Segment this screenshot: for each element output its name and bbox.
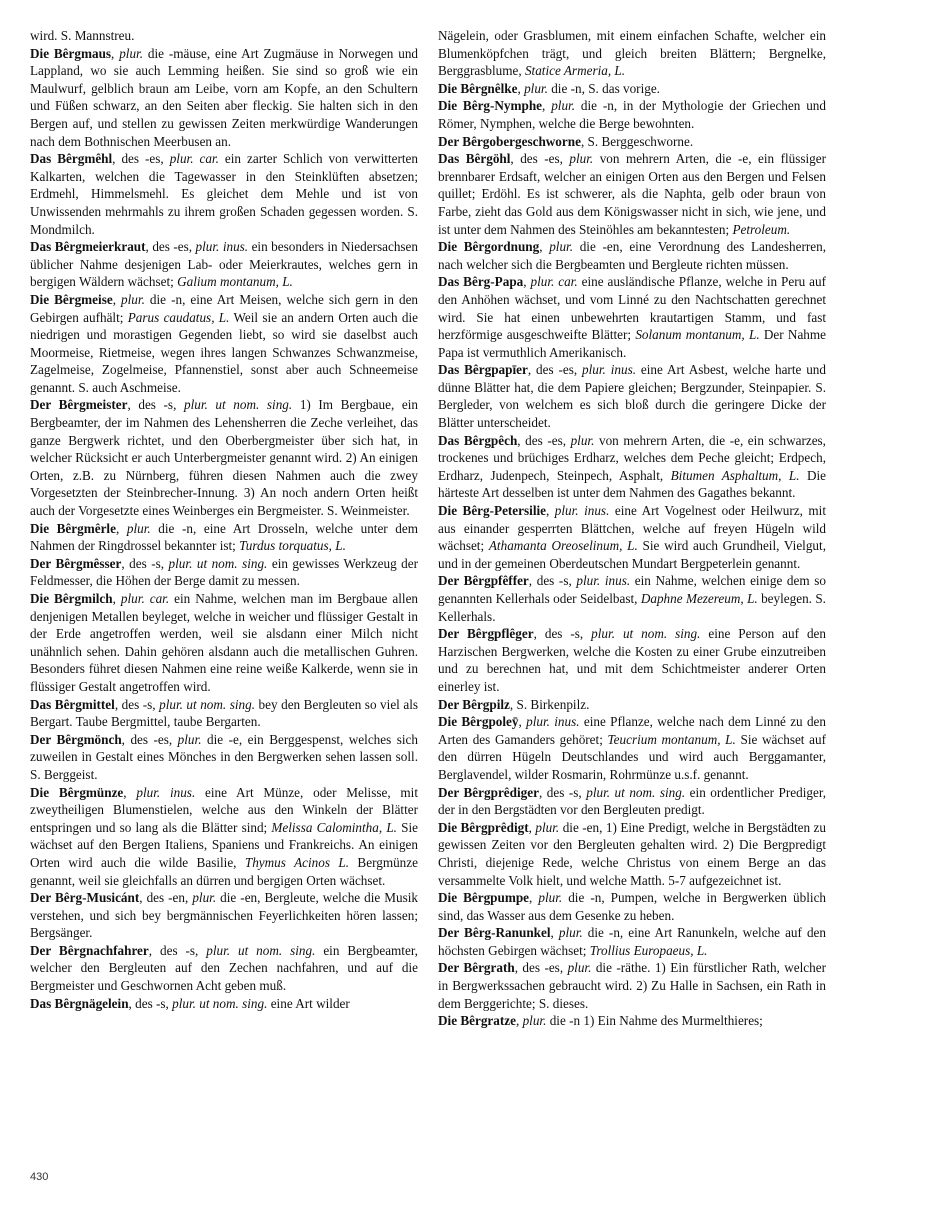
italic-term: plur.: [570, 432, 595, 448]
entry-text: die -n, eine Art Ranunkeln, welche auf den höchsten Gebirgen wächset;: [438, 925, 827, 958]
dictionary-entry: [438, 238, 826, 273]
italic-term: plur. ut nom. sing.: [172, 995, 268, 1011]
headword: Die Bêrgmêrle: [30, 520, 116, 536]
italic-term: plur.: [522, 1013, 547, 1029]
italic-term: plur. car.: [530, 274, 578, 290]
dictionary-entry: [438, 713, 826, 783]
entry-text: ,: [528, 819, 536, 835]
headword: Die Bêrg-Nymphe: [438, 98, 543, 114]
dictionary-entry: [438, 924, 826, 959]
dictionary-entry: [438, 361, 826, 431]
italic-term: plur.: [569, 151, 594, 167]
dictionary-entry: [438, 959, 826, 1012]
entry-text: eine Art Vogelnest oder Heilwurz, mit aus einander gesperrten Blättchen, welche auf freyen Hügeln wild wächset;: [438, 503, 826, 554]
italic-term: plur.: [177, 731, 202, 747]
entry-text: , des -s,: [533, 626, 592, 642]
dictionary-entry: [438, 133, 826, 151]
italic-term: plur. inus.: [195, 239, 249, 255]
entry-text: ein Bergbeamter, welcher den Bergleuten auf den Zechen nachfahren, und auf die Bergmeister und Geschwornen Acht geben muß.: [30, 942, 418, 994]
dictionary-entry: [30, 555, 418, 590]
entry-text: die -n, eine Art Drosseln, welche unter dem Nahmen der Ringdrossel bekannter ist;: [30, 520, 419, 554]
italic-term: plur.: [535, 819, 560, 835]
headword: Der Bêrgmönch: [30, 731, 122, 747]
entry-text: , des -s,: [538, 784, 587, 800]
dictionary-entry: [30, 995, 418, 1013]
italic-term: Bitumen Asphaltum, L.: [670, 467, 800, 483]
entry-text: Bergmünze genannt, weil sie gleichfalls an dürren und bergigen Orten wächset.: [30, 854, 418, 888]
headword: Die Bêrgordnung: [438, 239, 540, 255]
dictionary-entry: [438, 784, 826, 819]
entry-text: , des -s,: [528, 573, 577, 589]
italic-term: Thymus Acinos L.: [244, 854, 350, 870]
dictionary-entry: [438, 819, 826, 889]
dictionary-entry: [438, 80, 826, 98]
headword: Das Bêrgpêch: [438, 432, 518, 448]
headword: Die Bêrgpumpe: [438, 890, 530, 906]
italic-term: plur. ut nom. sing.: [159, 696, 256, 712]
entry-text: die -n, in der Mythologie der Griechen und Römer, Nymphen, welche die Berge bewohnten.: [438, 98, 826, 131]
italic-term: plur.: [192, 890, 217, 906]
headword: Das Bêrgpapīer: [438, 362, 528, 378]
italic-term: plur. inus.: [136, 784, 196, 800]
entry-text: eine Art wilder: [267, 995, 350, 1011]
entry-text: die -mäuse, eine Art Zugmäuse in Norwegen und Lappland, wo sie auch Lemming heißen. Sie sind so groß wie ein Maulwurf, gelblich braun am Leibe, vorn am Kopfe, an den Schultern und Füßen schwarz, an den Seiten aber fleckig. Sie halten sich in den Bergen auf, und stellen zu gewissen Zeiten merkwürdige Wanderungen nach dem Bothnischen Meerbusen an.: [30, 45, 419, 149]
entry-text: die -en, 1) Eine Predigt, welche in Bergstädten zu gewissen Zeiten vor den Bergleuten gehalten wird. 2) Die Bergpredigt Christi, diejenige Rede, welche Christus von einem Berge an das versammelte Volk hielt, und welche Matth. 5-7 aufgezeichnet ist.: [438, 819, 826, 888]
italic-term: Turdus torquatus, L.: [239, 538, 346, 554]
italic-term: plur. inus.: [582, 362, 636, 378]
dictionary-entry: [30, 396, 418, 519]
headword: Das Bêrgöhl: [438, 151, 511, 167]
entry-text: die -n, S. das vorige.: [547, 80, 660, 96]
italic-term: plur. ut nom. sing.: [206, 942, 316, 958]
entry-text: ein ordentlicher Prediger, der in den Bergstädten vor den Bergleuten predigt.: [438, 784, 826, 818]
italic-term: plur.: [119, 45, 144, 61]
left-column: [30, 27, 418, 1012]
headword: Die Bêrgprêdigt: [438, 819, 529, 835]
entry-text: , des -s,: [114, 696, 160, 712]
entry-text: ,: [517, 80, 525, 96]
entry-text: von mehrern Arten, die -e, ein schwarzes, trockenes und brüchiges Erdharz, welches dem Peche gleicht; Erdpech, Erdharz, Judenpech, Steinpech, Asphalt,: [438, 432, 826, 483]
entry-text: ,: [112, 291, 122, 307]
italic-term: Trollius Europaeus, L.: [589, 942, 708, 958]
italic-term: Melissa Calomintha, L.: [271, 819, 397, 835]
dictionary-entry: [30, 238, 418, 291]
entry-text: eine Art Asbest, welche harte und dünne Blätter hat, die dem Papiere gleichen; Bergzunder, Steinpapier. S. Bergleder, von welchem es sich bloß durch die geringere Dicke der Blätter unterscheidet.: [438, 362, 826, 431]
italic-term: plur. ut nom. sing.: [168, 555, 268, 571]
headword: Die Bêrgmeise: [30, 291, 113, 307]
entry-text: die -n, eine Art Meisen, welche sich gern in den Gebirgen aufhält;: [30, 291, 419, 325]
entry-text: ein gewisses Werkzeug der Feldmesser, die Höhen der Berge damit zu messen.: [30, 555, 419, 589]
headword: Der Bêrgmeister: [30, 397, 128, 413]
entry-text: , des -es,: [514, 960, 568, 976]
entry-text: eine Person auf den Harzischen Bergwerken, welche die Kosten zu einer Grube einzutreiben und zu berechnen hat, und mit dem Schichtmeister anderer Orten einerley ist.: [438, 626, 826, 694]
entry-text: Die härteste Art desselben ist unter dem Nahmen des Gagathes bekannt.: [438, 467, 826, 501]
headword: Die Bêrgpoleȳ: [438, 714, 519, 730]
headword: Die Bêrgratze: [438, 1013, 516, 1029]
entry-text: ,: [546, 503, 555, 519]
entry-text: , des -s,: [127, 397, 184, 413]
italic-term: plur.: [524, 80, 548, 96]
italic-term: Statice Armeria, L.: [524, 63, 626, 79]
headword: Der Bêrg-Ranunkel: [438, 925, 551, 941]
headword: Die Bêrgnêlke: [438, 80, 518, 96]
entry-text: 1) Im Bergbaue, ein Bergbeamter, der im Nahmen des Lehensherren die Zeche verleihet, das ganze Bergwerk richtet, und den Oberbergmeister über sich hat, in welcher Rücksicht er auch Unterbergmeister genannt wird. 2) An einigen Orten, z.B. zu Nürnberg, führen diesen Nahmen auch die zwey Vorgesetzten der Steinbrecher-Innung. 3) An noch andern Orten heißt auch der Vorgesetzte eines Weinberges ein Bergmeister. S. Weinmeister.: [30, 397, 418, 519]
headword: Der Bêrgobergeschworne: [438, 133, 581, 149]
entry-text: Nägelein, oder Grasblumen, mit einem einfachen Schafte, welcher ein Blumenköpfchen trägt, und gleich breiten Blättern; Bergnelke, Berggrasblume,: [438, 28, 826, 79]
entry-text: die -n, Pumpen, welche in Bergwerken üblich sind, das Wasser aus dem Gesenke zu heben.: [438, 890, 827, 923]
headword: Der Bêrgmêsser: [30, 555, 122, 571]
entry-text: , des -s,: [128, 995, 173, 1011]
entry-text: ,: [542, 98, 552, 114]
dictionary-entry: [438, 273, 826, 361]
entry-text: beylegen. S. Kellerhals.: [438, 591, 826, 624]
entry-text: von mehrern Arten, die -e, ein flüssiger brennbarer Erdsaft, welcher an einigen Orten aus den Bergen und Felsen quillet; Erdöhl. Es ist schwerer, als die Naphta, gelb oder braun von Farbe, zieht das Gold aus dem Königswasser nicht in sich, wie jene, und ist unter dem Nahmen des Steinöhles am bekanntesten;: [438, 151, 826, 237]
italic-term: Parus caudatus, L.: [127, 309, 230, 325]
italic-term: Galium montanum, L.: [177, 274, 293, 290]
italic-term: plur. car.: [169, 151, 219, 167]
italic-term: Teucrium montanum, L.: [607, 731, 736, 747]
entry-text: ,: [529, 890, 539, 906]
headword: Das Bêrgnägelein: [30, 995, 129, 1011]
entry-text: , des -s,: [121, 555, 169, 571]
headword: Der Bêrg-Musicánt: [30, 890, 140, 906]
dictionary-entry: [438, 625, 826, 695]
entry-text: die -en, eine Verordnung des Landesherren, nach welcher sich die Bergbeamten und Bergleute richten müssen.: [438, 239, 826, 272]
headword: Der Bêrgpilz: [438, 696, 510, 712]
entry-text: Sie wird auch Grundheil, Vielgut, und in der gemeinen Oberdeutschen Mundart Bergpeterlein genannt.: [438, 538, 826, 571]
entry-text: Sie wächset auf den Bergen Italiens, Spaniens und Frankreichs. An einigen Orten wird auch die wilde Basilie,: [30, 819, 418, 870]
entry-text: , des -es,: [112, 151, 170, 167]
italic-term: plur.: [567, 960, 592, 976]
headword: Der Bêrgrath: [438, 960, 515, 976]
italic-term: plur.: [558, 925, 583, 941]
dictionary-entry: [438, 97, 826, 132]
headword: Das Bêrg-Papa: [438, 274, 524, 290]
dictionary-entry: [30, 520, 418, 555]
entry-text: wird. S. Mannstreu.: [30, 28, 135, 43]
entry-text: eine ausländische Pflanze, welche in Peru auf den Anhöhen wächset, und vom Linné zu den Nachtschatten gerechnet wird. Sie hat einen unbewehrten krautartigen Stamm, und fast herzförmige ausgeschweifte Blätter;: [438, 274, 826, 343]
entry-text: ein Nahme, welchen einige dem so genannten Kellerhals oder Seidelbast,: [438, 573, 826, 606]
dictionary-entry: [438, 572, 826, 625]
headword: Das Bêrgmêhl: [30, 151, 113, 167]
italic-term: plur.: [549, 239, 574, 255]
entry-text: , des -es,: [510, 151, 570, 167]
italic-term: plur. inus.: [526, 714, 580, 730]
italic-term: Daphne Mezereum, L.: [640, 591, 758, 606]
entry-text: eine Pflanze, welche nach dem Linné zu den Arten des Gamanders gehöret;: [438, 714, 827, 747]
entry-text: ,: [112, 591, 121, 606]
entry-text: ,: [523, 274, 531, 290]
entry-text: bey den Bergleuten so viel als Bergart. Taube Bergmittel, taube Bergarten.: [30, 696, 419, 730]
entry-text: ,: [111, 45, 120, 61]
dictionary-entry: [30, 942, 418, 995]
dictionary-entry: [438, 150, 826, 238]
entry-text: Sie wächset auf den dürren Hügeln Deutschlandes und wird auch Berggamanter, Berglavendel, wilder Rosmarin, Rohrmünze u.s.f. genannt.: [438, 731, 826, 782]
dictionary-entry: [438, 27, 826, 80]
dictionary-entry: [438, 1012, 826, 1030]
italic-term: Solanum montanum, L.: [635, 327, 760, 343]
right-column: [438, 27, 826, 1030]
entry-text: , des -en,: [139, 890, 193, 906]
italic-term: plur.: [538, 890, 563, 906]
italic-term: plur. ut nom. sing.: [586, 784, 686, 800]
headword: Die Bêrg-Petersilie: [438, 503, 546, 519]
dictionary-entry: [438, 502, 826, 572]
entry-text: ein besonders in Niedersachsen üblicher Nahme desjenigen Lab- oder Meierkrautes, welches gern in bergigen Wäldern wächset;: [30, 239, 419, 290]
entry-text: ein zarter Schlich von verwitterten Kalkarten, welchen die Tagewasser in den Steinklüften absetzen; Erdmehl, Himmelsmehl. Es gleichet dem Mehle und ist von Unwissenden mehrmahls zu ihrem großen Schaden gegessen worden. S. Mondmilch.: [30, 151, 418, 237]
headword: Die Bêrgmünze: [30, 784, 124, 800]
entry-text: die -räthe. 1) Ein fürstlicher Rath, welcher in Bergwerkssachen gebraucht wird. 2) Zu Halle in Sachsen, ein Rath in dem Berggerichte; S. dieses.: [438, 960, 826, 1011]
entry-text: , des -es,: [145, 239, 196, 255]
page-number: 430: [30, 1171, 49, 1183]
italic-term: plur. inus.: [576, 573, 631, 589]
entry-text: eine Art Münze, oder Melisse, mit zweytheiligen Blumenstielen, welche aus den Winkeln der Blätter entspringen und so lang als die Blätter sind;: [30, 784, 418, 835]
entry-text: , S. Birkenpilz.: [509, 696, 590, 712]
italic-term: plur. car.: [120, 591, 170, 606]
headword: Das Bêrgmeierkraut: [30, 239, 146, 255]
dictionary-entry: [30, 731, 418, 784]
dictionary-entry: [438, 696, 826, 714]
entry-text: , des -es,: [517, 432, 571, 448]
headword: Der Bêrgnachfahrer: [30, 942, 149, 958]
italic-term: plur. ut nom. sing.: [183, 397, 293, 413]
italic-term: Athamanta Oreoselinum, L.: [488, 538, 638, 554]
dictionary-entry: [30, 27, 418, 45]
entry-text: die -e, ein Berggespenst, welches sich zuweilen in Gestalt eines Mönches in den Bergwerken sehen lassen soll. S. Berggeist.: [30, 731, 418, 782]
italic-term: plur. ut nom. sing.: [591, 626, 701, 642]
entry-text: ,: [515, 1013, 523, 1029]
dictionary-entry: [30, 696, 418, 731]
dictionary-entry: [30, 291, 418, 397]
dictionary-entry: [30, 150, 418, 238]
headword: Der Bêrgprêdiger: [438, 784, 539, 800]
italic-term: Petroleum.: [732, 221, 791, 237]
entry-text: , des -s,: [148, 942, 207, 958]
entry-text: , des -es,: [527, 362, 583, 378]
entry-text: die -n 1) Ein Nahme des Murmelthieres;: [546, 1013, 763, 1029]
dictionary-entry: [30, 784, 418, 890]
headword: Die Bêrgmaus: [30, 45, 112, 61]
headword: Der Bêrgpflêger: [438, 626, 534, 642]
dictionary-entry: [438, 889, 826, 924]
entry-text: Weil sie an andern Orten auch die niedrigen und morastigen Gegenden liebt, so wird sie daselbst auch Moormeise, Rietmeise, wegen ihres langen Schwanzes Schwanzmeise, Zagelmeise, Zogelmeise, Pfannenstiel, sonst aber auch Schneemeise genannt. S. auch Aschmeise.: [30, 309, 418, 395]
headword: Der Bêrgpfêffer: [438, 573, 529, 589]
entry-text: ,: [539, 239, 550, 255]
italic-term: plur.: [121, 291, 145, 307]
headword: Das Bêrgmittel: [30, 696, 115, 712]
dictionary-entry: [438, 432, 826, 502]
entry-text: die -en, Bergleute, welche die Musik verstehen, und sich bey bergmännischen Feyerlichkeiten hören lassen; Bergsänger.: [30, 890, 418, 941]
dictionary-entry: [30, 889, 418, 942]
entry-text: ,: [115, 520, 127, 536]
entry-text: , des -es,: [121, 731, 178, 747]
entry-text: , S. Berggeschworne.: [580, 133, 694, 149]
entry-text: Der Nahme Papa ist vermuthlich Amerikanisch.: [438, 327, 826, 360]
italic-term: plur.: [126, 520, 151, 536]
dictionary-entry: [30, 45, 418, 151]
headword: Die Bêrgmilch: [30, 591, 113, 606]
entry-text: ,: [550, 925, 559, 941]
italic-term: plur.: [551, 98, 576, 114]
entry-text: ,: [123, 784, 137, 800]
entry-text: ,: [518, 714, 527, 730]
entry-text: ein Nahme, welchen man im Bergbaue allen denjenigen Metallen beyleget, welche in weicher und flüssiger Gestalt in der Erde angetroffen werden, weil sie alsdann einer Milch nicht unähnlich sehen. Dahin gehören alsdann auch die metallischen Guhren. Besonders führet diesen Nahmen eine reine weiße Kalkerde, wenn sie in flüssiger Gestalt angetroffen wird.: [30, 591, 419, 694]
italic-term: plur. inus.: [554, 503, 610, 519]
dictionary-entry: [30, 590, 418, 696]
